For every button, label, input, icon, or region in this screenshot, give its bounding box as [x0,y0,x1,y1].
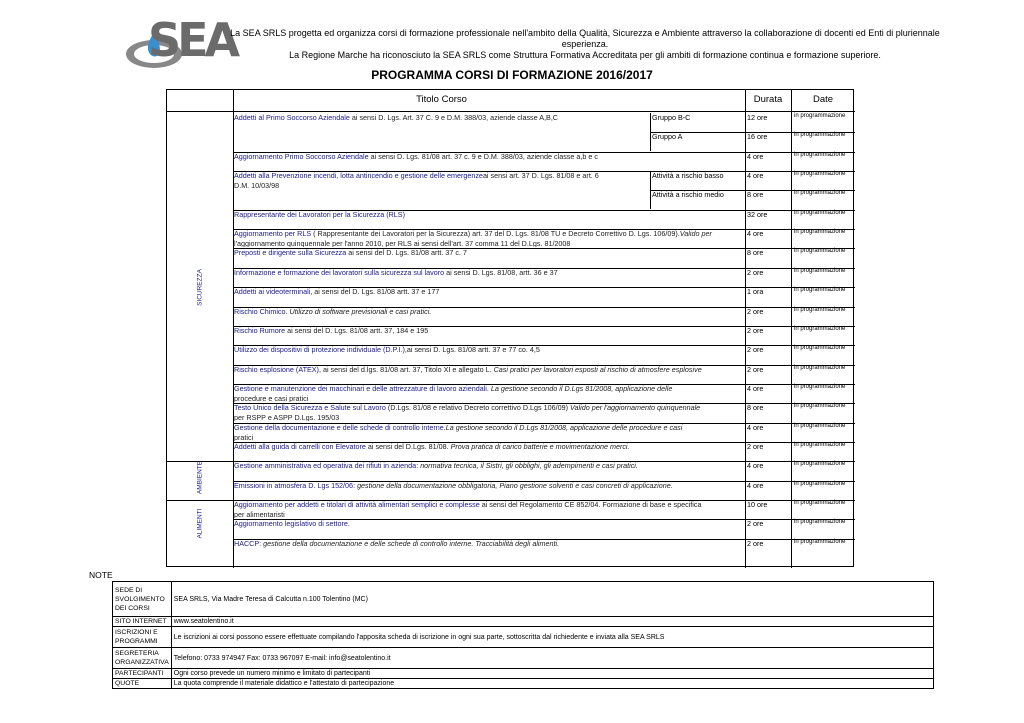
course-detail: , ai sensi del D. Lgs. 81/08 artt. 37 e 177 [310,287,440,296]
course-cell [234,307,744,325]
course-detail: ai sensi D. Lgs. Art. 37 C. 9 e D.M. 388/03, aziende classe A,B,C [349,113,559,122]
course-note: Utilizzo di software previsionali e casi pratici. [289,307,432,316]
course-cell [234,190,649,208]
course-name: Utilizzo dei dispositivi di protezione individuale (D.P.I.) [234,345,405,354]
course-duration: 2 ore [747,442,764,451]
course-duration: 12 ore [747,113,768,122]
course-name: Rischio esplosione (ATEX) [234,365,319,374]
course-note: La gestione secondo il D.Lgs 81/2008, applicazione delle [490,384,673,393]
course-detail: ( Rappresentante dei Lavoratori per la Sicurezza) art. 37 del D. Lgs. 81/08 TU e Decreto Correttivo D. Lgs. 106/09). [311,229,680,238]
course-duration: 32 ore [747,210,768,219]
course-note: La gestione secondo il D.Lgs 81/2008, applicazione delle procedure e casi [445,423,683,432]
course-date: in programmazione [794,539,846,545]
course-duration: 2 ore [747,519,764,528]
course-detail: (D.Lgs. 81/08 e relativo Decreto correttivo D.Lgs 106/09) [385,403,570,412]
grid-line [745,90,746,568]
course-cell [234,442,744,460]
course-name: Addetti alla Prevenzione incendi, lotta antincendio e gestione delle emergenze [234,171,483,180]
course-duration: 4 ore [747,481,764,490]
course-cell [234,152,744,170]
course-detail: ai sensi del D. Lgs. 81/08 artt. 37, 184 e 195 [285,326,429,335]
course-note: normativa tecnica, il Sistri, gli obblighi, gli adempimenti e casi pratici. [420,461,638,470]
course-note: Valido per [679,229,712,238]
course-detail: . [285,307,290,316]
course-detail: ai sensi D. Lgs. 81/08 art. 37 c. 9 e D.M. 388/03, aziende classe a,b e c [368,152,598,161]
course-name: Emissioni in atmosfera D. Lgs 152/06 [234,481,354,490]
note-key: PARTECIPANTI [113,669,172,679]
course-date: in programmazione [794,287,846,293]
course-date: in programmazione [794,519,846,525]
course-date: in programmazione [794,423,846,429]
course-cell [234,539,744,557]
course-group: Gruppo B-C [652,113,691,122]
course-detail: ai sensi D. Lgs. 81/08, artt. 36 e 37 [444,268,558,277]
grid-line [791,90,792,568]
course-name: Testo Unico della Sicurezza e Salute sul Lavoro [234,403,386,412]
course-cell [234,248,744,266]
course-duration: 4 ore [747,171,764,180]
grid-line [650,113,651,132]
course-duration: 8 ore [747,403,764,412]
note-row [113,617,934,627]
header-title: Titolo Corso [416,95,467,105]
course-name: Informazione e formazione dei lavoratori sulla sicurezza sul lavoro [234,268,445,277]
course-note: Valido per l'aggiornamento quinquennale [570,403,701,412]
course-detail-2: per RSPP e ASPP D.Lgs. 195/03 [234,413,340,422]
course-name: Gestione amministrativa ed operativa dei rifiuti in azienda [234,461,417,470]
course-date: in programmazione [794,461,846,467]
course-name: HACCP [234,539,260,548]
course-cell [234,210,744,228]
course-name: Preposti e dirigente sulla Sicurezza [234,248,347,257]
course-date: in programmazione [794,132,846,138]
course-cell [234,384,744,402]
course-note: gestione della documentazione obbligatoria, Piano gestione solventi e casi concreti di applicazione. [357,481,673,490]
section-label-sicurezza: SICUREZZA [196,269,204,307]
course-duration: 2 ore [747,307,764,316]
grid-line [650,171,651,190]
course-date: in programmazione [794,326,846,332]
course-detail: ai sensi del D. Lgs. 81/08 artt. 37 c. 7 [346,248,467,257]
course-date: in programmazione [794,481,846,487]
note-key: SEGRETERIA ORGANIZZATIVA [113,648,172,669]
page-title: PROGRAMMA CORSI DI FORMAZIONE 2016/2017 [371,68,653,82]
course-duration: 4 ore [747,423,764,432]
course-date: in programmazione [794,307,846,313]
course-name: Addetti alla guida di carrelli con Elevatore [234,442,366,451]
course-duration: 4 ore [747,384,764,393]
course-cell [234,519,744,537]
course-name: Rappresentante dei Lavoratori per la Sicurezza (RLS) [234,210,405,219]
grid-line [650,132,651,151]
course-detail: . [486,384,491,393]
note-row [113,627,934,648]
course-note: Prova pratica di carico batterie e movimentazione merci. [450,442,630,451]
header-line-1: La SEA SRLS progetta ed organizza corsi di formazione professionale nell'ambito della Qualità, Sicurezza e Ambiente attraverso la collaborazione di docenti ed Enti di pluriennale esperienza. [230,28,940,49]
course-cell [234,268,744,286]
course-detail-2: pratici [234,433,254,442]
course-detail-2: D.M. 10/03/98 [234,181,280,190]
course-date: in programmazione [794,248,846,254]
note-value: La quota comprende il materiale didattico e l'attestato di partecipazione [171,679,933,689]
course-duration: 2 ore [747,345,764,354]
course-name: Addetti al Primo Soccorso Aziendale [234,113,350,122]
course-date: in programmazione [794,442,846,448]
section-label-alimenti: ALIMENTI [196,508,204,539]
note-value: SEA SRLS, Via Madre Teresa di Calcutta n.100 Tolentino (MC) [171,582,933,617]
course-detail: : [416,461,421,470]
course-group: Attività a rischio basso [652,171,724,180]
course-detail: , ai sensi del d.lgs. 81/08 art. 37, Titolo XI e allegato L. [318,365,494,374]
course-note: Casi pratici per lavoratori esposti al rischio di atmosfere esplosive [493,365,702,374]
course-duration: 10 ore [747,500,768,509]
course-duration: 2 ore [747,539,764,548]
course-group: Gruppo A [652,132,683,141]
notes-table [112,581,934,689]
course-name: Aggiornamento per addetti e titolari di attività alimentari semplici e complesse [234,500,480,509]
course-name: Aggiornamento Primo Soccorso Aziendale [234,152,369,161]
note-key: SEDE DI SVOLGIMENTO DEI CORSI [113,582,172,617]
course-name: Aggiornamento per RLS [234,229,312,238]
course-date: in programmazione [794,384,846,390]
course-cell [234,113,649,131]
course-detail: . [443,423,446,432]
section-label-ambiente: AMBIENTE [196,460,204,494]
course-detail: ,ai sensi D. Lgs. 81/08 artt. 37 e 77 co. 4,5 [404,345,540,354]
course-name: Gestione della documentazione e delle schede di controllo interne [234,423,444,432]
course-duration: 4 ore [747,461,764,470]
note-key: ISCRIZIONI E PROGRAMMI [113,627,172,648]
course-duration: 8 ore [747,190,764,199]
note-value: Telefono: 0733 974947 Fax: 0733 967097 E-mail: info@seatolentino.it [171,648,933,669]
course-duration: 2 ore [747,326,764,335]
course-name: Addetti ai videoterminali [234,287,311,296]
course-detail: ai sensi art. 37 D. Lgs. 81/08 e art. 6 [482,171,599,180]
course-duration: 8 ore [747,248,764,257]
course-name: Aggiornamento legislativo di settore. [234,519,350,528]
course-group: Attività a rischio medio [652,190,724,199]
notes-title: NOTE [89,570,113,580]
grid-line [167,111,855,112]
course-date: in programmazione [794,268,846,274]
course-cell [234,461,744,479]
course-cell [234,423,744,441]
course-date: in programmazione [794,403,846,409]
course-cell [234,171,649,189]
course-duration: 4 ore [747,229,764,238]
course-cell [234,481,744,499]
course-duration: 2 ore [747,365,764,374]
course-duration: 2 ore [747,268,764,277]
course-date: in programmazione [794,171,846,177]
header-duration: Durata [753,95,783,105]
note-row [113,582,934,617]
course-duration: 16 ore [747,132,768,141]
logo-text: SEA [148,13,237,67]
course-date: in programmazione [794,152,846,158]
note-key: QUOTE [113,679,172,689]
header-text [215,28,955,61]
course-cell [234,500,744,518]
course-detail: : [353,481,358,490]
course-cell [234,229,744,247]
course-date: in programmazione [794,113,846,119]
note-row [113,648,934,669]
course-detail: : [259,539,264,548]
note-value: Ogni corso prevede un numero minimo e limitato di partecipanti [171,669,933,679]
note-key: SITO INTERNET [113,617,172,627]
note-row [113,679,934,689]
course-cell [234,365,744,383]
grid-line [650,190,651,209]
course-cell [234,345,744,363]
course-cell [234,326,744,344]
course-detail-2: per alimentaristi [234,510,285,519]
header-line-2: La Regione Marche ha riconosciuto la SEA SRLS come Struttura Formativa Accreditata per gli ambiti di formazione continua e formazione superiore. [289,50,881,60]
course-date: in programmazione [794,345,846,351]
course-date: in programmazione [794,500,846,506]
course-name: Rischio Chimico [234,307,286,316]
course-date: in programmazione [794,365,846,371]
course-table [166,89,854,567]
course-cell [234,287,744,305]
course-detail: ai sensi del Regolamento CE 852/04. Formazione di base e specifica [479,500,702,509]
course-detail-2: procedure e casi pratici [234,394,309,403]
header-date: Date [812,95,834,105]
course-detail-2: l'aggiornamento quinquennale per l'anno 2010, per RLS ai sensi dell'art. 37 comma 11 del D.Lgs. 81/2008 [234,239,571,248]
course-cell [234,403,744,421]
course-duration: 1 ora [747,287,764,296]
course-detail: ai sensi del D.Lgs. 81/08. [365,442,451,451]
course-cell [234,132,649,150]
course-date: in programmazione [794,190,846,196]
note-value: Le iscrizioni ai corsi possono essere effettuate compilando l'apposita scheda di iscrizione in ogni sua parte, sottoscritta dal richiedente e inviata alla SEA SRLS [171,627,933,648]
course-date: in programmazione [794,229,846,235]
course-name: Gestione e manutenzione dei macchinari e delle attrezzature di lavoro aziendali [234,384,487,393]
course-date: in programmazione [794,210,846,216]
course-note: gestione della documentazione e delle schede di controllo interne. Tracciabilità degli alimenti. [263,539,560,548]
course-duration: 4 ore [747,152,764,161]
note-row [113,669,934,679]
course-name: Rischio Rumore [234,326,286,335]
note-value: www.seatolentino.it [171,617,933,627]
